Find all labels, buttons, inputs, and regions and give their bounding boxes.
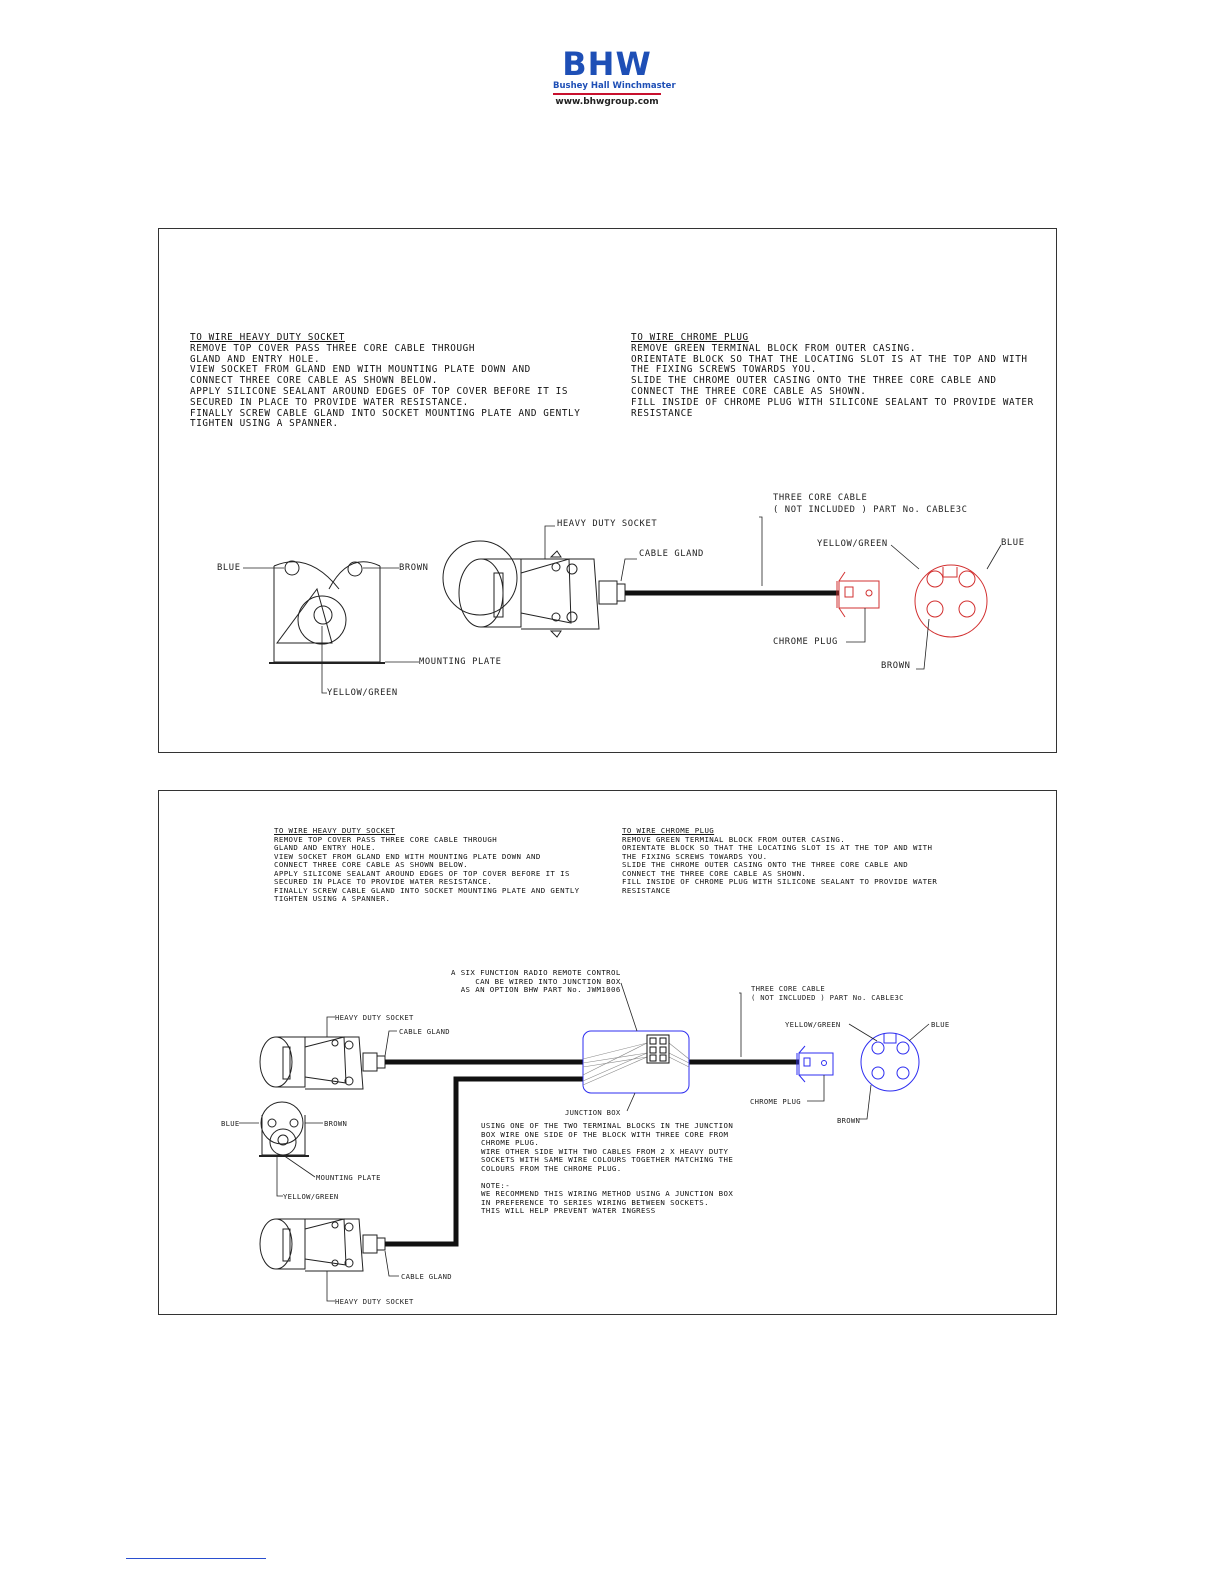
instruction-line: BOX WIRE ONE SIDE OF THE BLOCK WITH THREE CORE FROM <box>481 1129 729 1139</box>
instruction-line: NOTE:- <box>481 1180 511 1190</box>
socket-instructions <box>190 333 580 430</box>
plug-heading: TO WIRE CHROME PLUG <box>631 332 749 343</box>
instruction-line: CONNECT THE THREE CORE CABLE AS SHOWN. <box>631 385 867 397</box>
socket-instructions <box>274 827 580 904</box>
label-heavy-duty-socket-top: HEAVY DUTY SOCKET <box>335 1013 414 1022</box>
note-line: CAN BE WIRED INTO JUNCTION BOX <box>475 976 621 986</box>
instruction-line: SLIDE THE CHROME OUTER CASING ONTO THE THREE CORE CABLE AND <box>631 375 997 387</box>
label-not-included: ( NOT INCLUDED ) PART No. CABLE3C <box>773 505 968 515</box>
label-blue: BLUE <box>221 1119 240 1128</box>
remote-control-note <box>451 969 621 995</box>
instruction-line: SECURED IN PLACE TO PROVIDE WATER RESISTANCE. <box>190 396 469 408</box>
label-plug-blue: BLUE <box>931 1020 950 1029</box>
plug-instructions <box>622 827 937 895</box>
note-line: AS AN OPTION BHW PART No. JWM1006 <box>460 985 621 994</box>
label-cable-gland-bottom: CABLE GLAND <box>401 1272 452 1281</box>
label-plug-yellow-green: YELLOW/GREEN <box>817 539 888 549</box>
logo-mark: BHW <box>562 45 652 83</box>
instruction-line: SOCKETS WITH SAME WIRE COLOURS TOGETHER MATCHING THE <box>481 1155 734 1164</box>
plug-instructions <box>631 333 1034 419</box>
instruction-line: REMOVE TOP COVER PASS THREE CORE CABLE THROUGH <box>274 834 498 844</box>
instruction-line: THE FIXING SCREWS TOWARDS YOU. <box>631 364 817 376</box>
logo-url: www.bhwgroup.com <box>555 97 659 107</box>
socket-side-view <box>459 551 625 637</box>
label-three-core-cable: THREE CORE CABLE <box>773 493 868 503</box>
label-heavy-duty-socket: HEAVY DUTY SOCKET <box>557 519 658 529</box>
plug-face-view <box>915 565 987 637</box>
instruction-line: CONNECT THREE CORE CABLE AS SHOWN BELOW. <box>190 375 438 387</box>
instruction-line: ORIENTATE BLOCK SO THAT THE LOCATING SLOT IS AT THE TOP AND WITH <box>622 843 933 852</box>
instruction-line: APPLY SILICONE SEALANT AROUND EDGES OF TOP COVER BEFORE IT IS <box>190 385 569 397</box>
label-plug-brown: BROWN <box>837 1116 861 1125</box>
footer-link-line <box>126 1558 266 1559</box>
label-plug-yellow-green: YELLOW/GREEN <box>785 1020 841 1029</box>
instruction-line: RESISTANCE <box>631 407 693 419</box>
plug-heading: TO WIRE CHROME PLUG <box>622 826 715 835</box>
label-blue: BLUE <box>217 563 241 573</box>
instruction-line: FILL INSIDE OF CHROME PLUG WITH SILICONE SEALANT TO PROVIDE WATER <box>631 396 1034 408</box>
junction-box-instructions <box>481 1122 733 1216</box>
label-brown: BROWN <box>399 563 429 573</box>
label-mounting-plate: MOUNTING PLATE <box>419 657 502 667</box>
label-cable-gland: CABLE GLAND <box>639 549 704 559</box>
instruction-line: SECURED IN PLACE TO PROVIDE WATER RESISTANCE. <box>274 877 493 886</box>
instruction-line: REMOVE TOP COVER PASS THREE CORE CABLE THROUGH <box>190 342 476 354</box>
instruction-line: CONNECT THREE CORE CABLE AS SHOWN BELOW. <box>274 860 468 869</box>
bottom-socket-side-view <box>260 1219 385 1271</box>
label-chrome-plug: CHROME PLUG <box>750 1097 801 1106</box>
chrome-plug <box>797 1046 833 1082</box>
junction-box-wires <box>583 1043 689 1085</box>
instruction-line: WE RECOMMEND THIS WIRING METHOD USING A JUNCTION BOX <box>481 1189 734 1198</box>
instruction-line: REMOVE GREEN TERMINAL BLOCK FROM OUTER CASING. <box>631 342 917 354</box>
instruction-line: TIGHTEN USING A SPANNER. <box>274 894 391 903</box>
instruction-line: VIEW SOCKET FROM GLAND END WITH MOUNTING PLATE DOWN AND <box>274 851 541 861</box>
label-chrome-plug: CHROME PLUG <box>773 637 838 647</box>
instruction-line: VIEW SOCKET FROM GLAND END WITH MOUNTING PLATE DOWN AND <box>190 364 531 376</box>
note-line: A SIX FUNCTION RADIO REMOTE CONTROL <box>451 968 621 977</box>
instruction-line: SLIDE THE CHROME OUTER CASING ONTO THE THREE CORE CABLE AND <box>622 860 909 869</box>
instruction-line: WIRE OTHER SIDE WITH TWO CABLES FROM 2 X HEAVY DUTY <box>481 1146 729 1156</box>
instruction-line: APPLY SILICONE SEALANT AROUND EDGES OF TOP COVER BEFORE IT IS <box>274 868 570 878</box>
label-plug-blue: BLUE <box>1001 538 1025 548</box>
label-not-included: ( NOT INCLUDED ) PART No. CABLE3C <box>751 993 904 1002</box>
instruction-line: ORIENTATE BLOCK SO THAT THE LOCATING SLOT IS AT THE TOP AND WITH <box>631 353 1028 365</box>
socket-heading: TO WIRE HEAVY DUTY SOCKET <box>274 826 396 835</box>
socket-heading: TO WIRE HEAVY DUTY SOCKET <box>190 332 345 343</box>
instruction-line: GLAND AND ENTRY HOLE. <box>190 353 321 365</box>
end-view-leaders <box>243 568 419 693</box>
label-yellow-green: YELLOW/GREEN <box>283 1192 339 1201</box>
instruction-line: FILL INSIDE OF CHROME PLUG WITH SILICONE SEALANT TO PROVIDE WATER <box>622 877 938 886</box>
instruction-line: COLOURS FROM THE CHROME PLUG. <box>481 1163 622 1173</box>
label-mounting-plate: MOUNTING PLATE <box>316 1173 381 1182</box>
label-brown: BROWN <box>324 1119 348 1128</box>
instruction-line: FINALLY SCREW CABLE GLAND INTO SOCKET MOUNTING PLATE AND GENTLY <box>274 885 580 895</box>
label-yellow-green: YELLOW/GREEN <box>327 688 398 698</box>
terminal-blocks <box>647 1035 669 1063</box>
instruction-line: IN PREFERENCE TO SERIES WIRING BETWEEN SOCKETS. <box>481 1197 709 1207</box>
instruction-line: RESISTANCE <box>622 885 671 895</box>
label-three-core-cable: THREE CORE CABLE <box>751 984 826 993</box>
company-logo <box>553 45 676 108</box>
small-socket-end-view <box>259 1102 309 1156</box>
instruction-line <box>481 1173 733 1182</box>
instruction-line: FINALLY SCREW CABLE GLAND INTO SOCKET MOUNTING PLATE AND GENTLY <box>190 407 581 419</box>
instruction-line: CHROME PLUG. <box>481 1138 540 1147</box>
label-junction-box: JUNCTION BOX <box>565 1108 621 1117</box>
logo-company-name: Bushey Hall Winchmaster <box>553 81 676 91</box>
instruction-line: USING ONE OF THE TWO TERMINAL BLOCKS IN THE JUNCTION <box>481 1121 734 1130</box>
label-plug-brown: BROWN <box>881 661 911 671</box>
label-cable-gland-top: CABLE GLAND <box>399 1027 450 1036</box>
single-socket-diagram <box>159 229 1058 754</box>
top-socket-side-view <box>260 1037 385 1089</box>
junction-box-wiring-panel <box>158 790 1057 1315</box>
chrome-plug <box>837 572 879 617</box>
single-socket-wiring-panel <box>158 228 1057 753</box>
instruction-line: THE FIXING SCREWS TOWARDS YOU. <box>622 851 768 861</box>
instruction-line: GLAND AND ENTRY HOLE. <box>274 843 376 852</box>
instruction-line: CONNECT THE THREE CORE CABLE AS SHOWN. <box>622 868 807 878</box>
instruction-line: TIGHTEN USING A SPANNER. <box>190 418 339 430</box>
instruction-line: REMOVE GREEN TERMINAL BLOCK FROM OUTER CASING. <box>622 834 846 844</box>
plug-face-view <box>861 1033 919 1091</box>
logo-divider <box>553 93 661 95</box>
instruction-line: THIS WILL HELP PREVENT WATER INGRESS <box>481 1206 656 1215</box>
label-heavy-duty-socket-bottom: HEAVY DUTY SOCKET <box>335 1297 414 1306</box>
